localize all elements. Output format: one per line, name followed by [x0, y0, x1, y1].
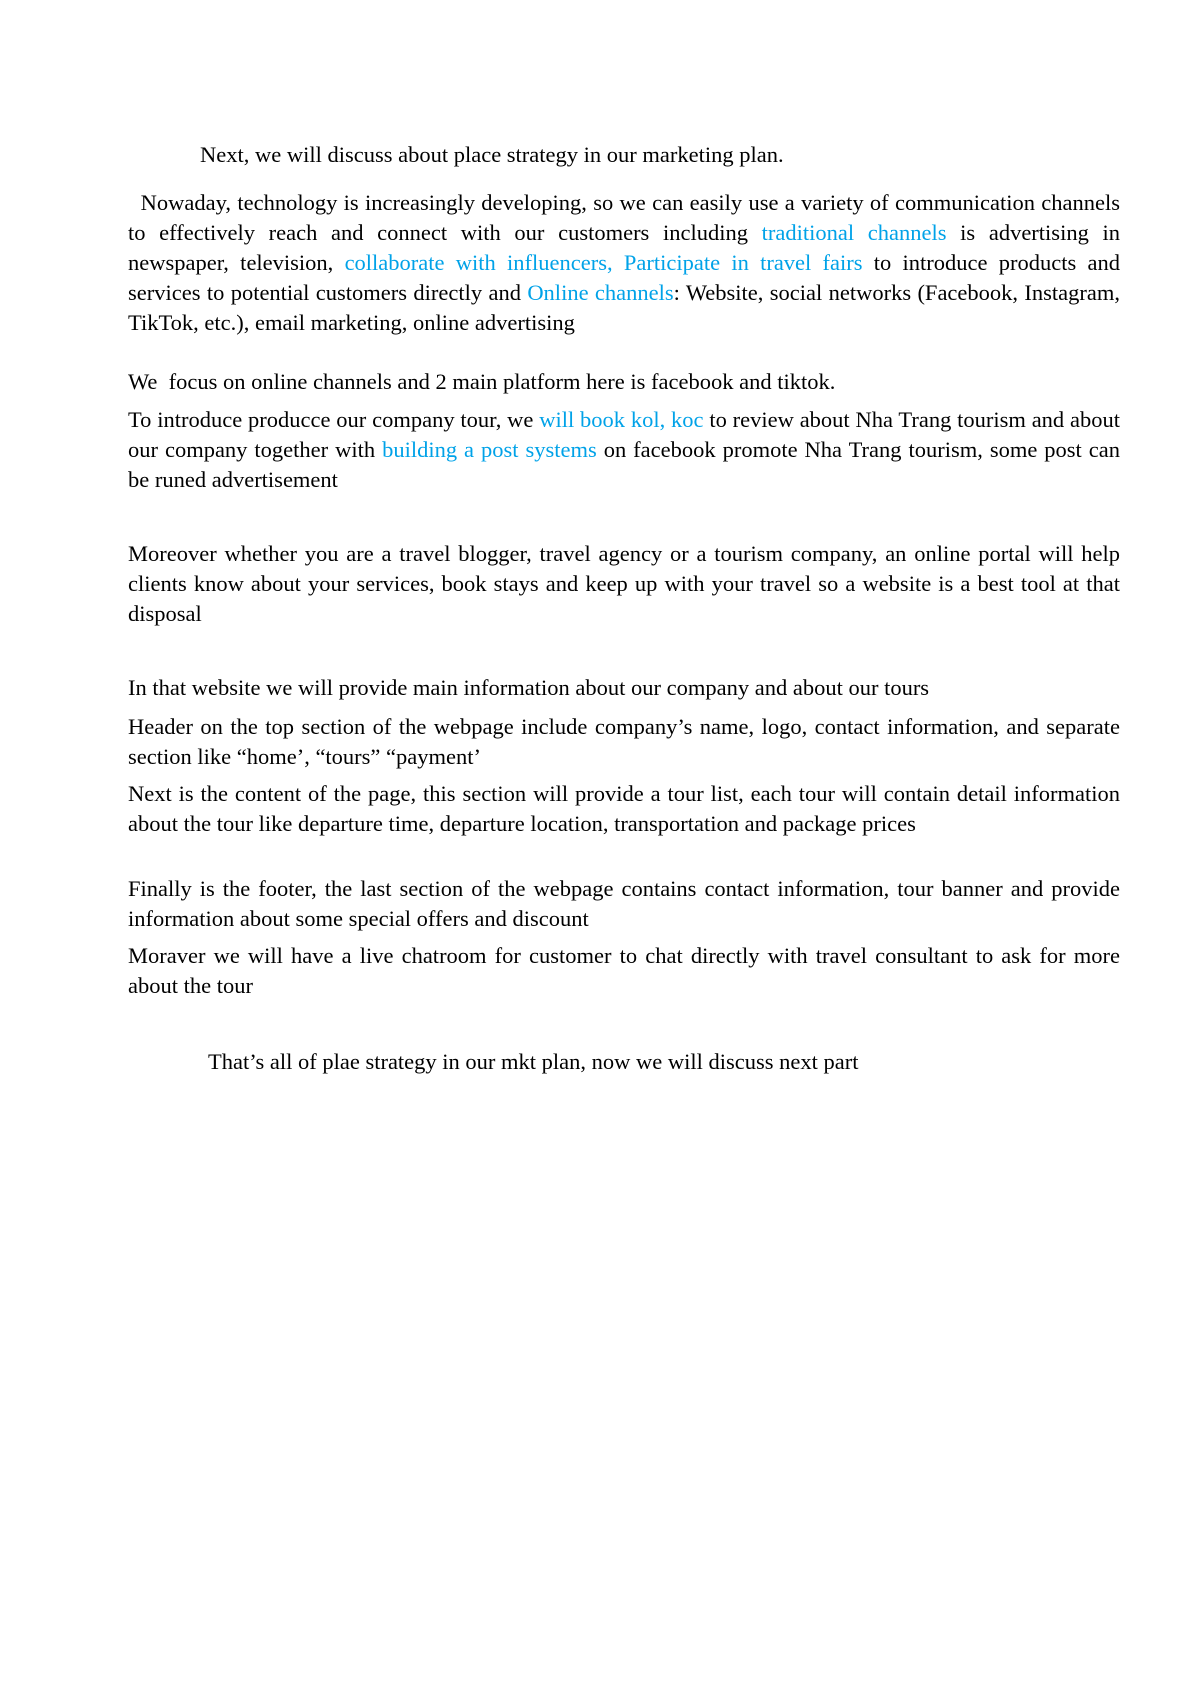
- paragraph-website-info: [128, 673, 1120, 703]
- highlight-post-systems: building a post systems: [382, 437, 597, 462]
- paragraph-introduce-tour: [128, 405, 1120, 495]
- introduce-text-2: to review about Nha Trang tourism and about our company together with: [128, 407, 1120, 462]
- highlight-influencers-fairs: collaborate with influencers, Participate in travel fairs: [344, 250, 863, 275]
- highlight-traditional-channels: traditional channels: [761, 220, 947, 245]
- channels-text-1: Nowaday, technology is increasingly developing, so we can easily use a variety of communication channels to effectively reach and connect with our customers including: [128, 190, 1126, 245]
- paragraph-focus: [128, 367, 1120, 397]
- paragraph-header-section: [128, 712, 1120, 772]
- paragraph-chatroom: [128, 941, 1120, 1001]
- paragraph-intro: [128, 140, 1120, 170]
- paragraph-intro-text: Next, we will discuss about place strategy in our marketing plan.: [200, 142, 784, 167]
- paragraph-footer-section: [128, 874, 1120, 934]
- highlight-kol-koc: will book kol, koc: [539, 407, 704, 432]
- paragraph-chatroom-text: Moraver we will have a live chatroom for customer to chat directly with travel consultant to ask for more about the tour: [128, 943, 1120, 998]
- paragraph-closing-text: That’s all of plae strategy in our mkt plan, now we will discuss next part: [208, 1049, 859, 1074]
- introduce-text-1: To introduce producce our company tour, we: [128, 407, 540, 432]
- highlight-online-channels: Online channels: [527, 280, 674, 305]
- paragraph-introduce-tour-text: [128, 405, 1120, 495]
- paragraph-website-purpose-text: Moreover whether you are a travel blogger, travel agency or a tourism company, an online portal will help clients know about your services, book stays and keep up with your travel so a website is a best tool at that disposal: [128, 541, 1120, 626]
- paragraph-channels: [128, 188, 1126, 338]
- paragraph-footer-section-text: Finally is the footer, the last section of the webpage contains contact information, tour banner and provide information about some special offers and discount: [128, 876, 1120, 931]
- paragraph-content-section: [128, 779, 1120, 839]
- paragraph-website-purpose: [128, 539, 1120, 629]
- paragraph-website-info-text: In that website we will provide main information about our company and about our tours: [128, 675, 930, 700]
- paragraph-header-section-text: Header on the top section of the webpage include company’s name, logo, contact information, and separate section like “home’, “tours” “payment’: [128, 714, 1120, 769]
- paragraph-channels-text: [128, 188, 1126, 338]
- channels-text-4: : Website, social networks (Facebook, Instagram, TikTok, etc.), email marketing, online advertising: [128, 280, 1126, 335]
- introduce-text-3: on facebook promote Nha Trang tourism, some post can be runed advertisement: [128, 437, 1120, 492]
- paragraph-focus-text: We focus on online channels and 2 main platform here is facebook and tiktok.: [128, 369, 836, 394]
- channels-text-3: to introduce products and services to potential customers directly and: [128, 250, 1126, 305]
- paragraph-closing: [128, 1047, 1120, 1077]
- paragraph-content-section-text: Next is the content of the page, this section will provide a tour list, each tour will contain detail information about the tour like departure time, departure location, transportation and package prices: [128, 781, 1120, 836]
- channels-text-2: is advertising in newspaper, television,: [128, 220, 1126, 275]
